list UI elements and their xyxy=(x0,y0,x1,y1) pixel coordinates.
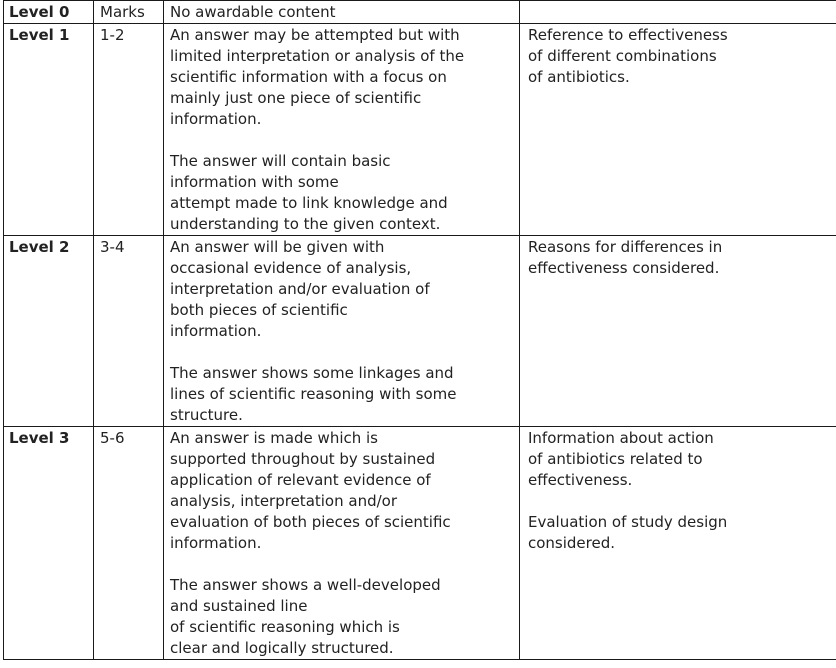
descriptor-line: supported throughout by sustained xyxy=(170,450,436,468)
level-cell: Level 3 xyxy=(4,427,94,660)
indicative-line: of antibiotics related to xyxy=(528,450,703,468)
descriptor-line: interpretation and/or evaluation of xyxy=(170,280,430,298)
descriptor-paragraph xyxy=(170,237,514,342)
descriptor-line: The answer will contain basic xyxy=(170,152,391,170)
indicative-paragraph xyxy=(528,512,836,554)
indicative-paragraph xyxy=(528,25,836,88)
level-cell: Level 1 xyxy=(4,24,94,236)
descriptor-paragraph xyxy=(170,575,514,659)
descriptor-line: occasional evidence of analysis, xyxy=(170,259,412,277)
indicative-line: effectiveness. xyxy=(528,471,633,489)
indicative-cell xyxy=(520,24,836,236)
descriptor-line: information with some xyxy=(170,173,339,191)
descriptor-line: information. xyxy=(170,110,262,128)
descriptor-cell xyxy=(164,24,520,236)
descriptor-line: mainly just one piece of scientific xyxy=(170,89,422,107)
indicative-cell xyxy=(520,1,836,24)
indicative-line: Evaluation of study design xyxy=(528,513,728,531)
descriptor-line: information. xyxy=(170,534,262,552)
descriptor-line: analysis, interpretation and/or xyxy=(170,492,397,510)
descriptor-line: lines of scientific reasoning with some xyxy=(170,385,457,403)
indicative-line: Reasons for differences in xyxy=(528,238,723,256)
descriptor-line: attempt made to link knowledge and xyxy=(170,194,448,212)
indicative-line: of different combinations xyxy=(528,47,717,65)
descriptor-line: An answer may be attempted but with xyxy=(170,26,460,44)
indicative-line: Information about action xyxy=(528,429,714,447)
descriptor-paragraph xyxy=(170,363,514,426)
table-row-level-0 xyxy=(4,1,836,24)
indicative-line: Reference to effectiveness xyxy=(528,26,728,44)
descriptor-line: structure. xyxy=(170,406,243,424)
indicative-paragraph xyxy=(528,428,836,491)
descriptor-cell xyxy=(164,236,520,427)
indicative-paragraph xyxy=(528,237,836,279)
descriptor-line: The answer shows a well-developed xyxy=(170,576,441,594)
descriptor-paragraph xyxy=(170,25,514,130)
descriptor-line: limited interpretation or analysis of the xyxy=(170,47,465,65)
indicative-line: effectiveness considered. xyxy=(528,259,720,277)
descriptor-line: No awardable content xyxy=(170,3,336,21)
descriptor-line: understanding to the given context. xyxy=(170,215,441,233)
descriptor-line: both pieces of scientific xyxy=(170,301,348,319)
indicative-cell xyxy=(520,427,836,660)
descriptor-paragraph xyxy=(170,151,514,235)
table-row-level-3 xyxy=(4,427,836,660)
descriptor-line: and sustained line xyxy=(170,597,308,615)
marks-cell: 3-4 xyxy=(94,236,164,427)
descriptor-line: application of relevant evidence of xyxy=(170,471,431,489)
descriptor-line: An answer is made which is xyxy=(170,429,379,447)
marks-cell: 5-6 xyxy=(94,427,164,660)
table-row-level-2 xyxy=(4,236,836,427)
descriptor-line: The answer shows some linkages and xyxy=(170,364,454,382)
descriptor-line: clear and logically structured. xyxy=(170,639,394,657)
marks-cell: 1-2 xyxy=(94,24,164,236)
descriptor-cell xyxy=(164,427,520,660)
indicative-line: considered. xyxy=(528,534,616,552)
descriptor-cell xyxy=(164,1,520,24)
descriptor-line: of scientific reasoning which is xyxy=(170,618,400,636)
mark-scheme-table xyxy=(3,0,836,660)
descriptor-line: information. xyxy=(170,322,262,340)
table-row-level-1 xyxy=(4,24,836,236)
level-cell: Level 0 xyxy=(4,1,94,24)
indicative-line: of antibiotics. xyxy=(528,68,630,86)
level-cell: Level 2 xyxy=(4,236,94,427)
descriptor-line: An answer will be given with xyxy=(170,238,385,256)
descriptor-line: scientific information with a focus on xyxy=(170,68,447,86)
marks-cell: Marks xyxy=(94,1,164,24)
descriptor-line: evaluation of both pieces of scientific xyxy=(170,513,451,531)
indicative-cell xyxy=(520,236,836,427)
descriptor-paragraph xyxy=(170,428,514,554)
